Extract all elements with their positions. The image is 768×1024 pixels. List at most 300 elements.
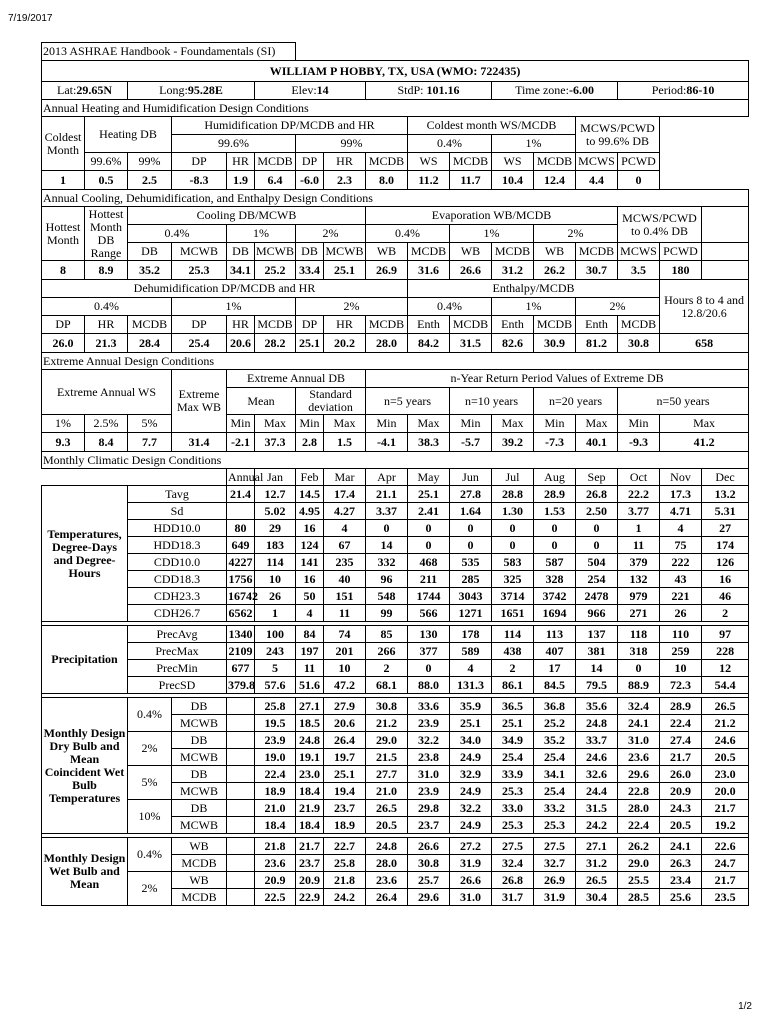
cooling-value: 180 xyxy=(660,261,702,280)
monthly-value: 28.0 xyxy=(618,800,660,817)
n5-header: n=5 years xyxy=(366,388,450,415)
monthly-value: 46 xyxy=(702,588,749,605)
precipitation-group-label: Precipitation xyxy=(42,626,128,694)
monthly-value: 20.6 xyxy=(324,715,366,732)
monthly-value: 325 xyxy=(492,571,534,588)
annual-blank xyxy=(227,855,255,872)
monthly-value: 29.0 xyxy=(618,855,660,872)
cooling-subheader: MCWS xyxy=(618,243,660,261)
cooling-value: 35.2 xyxy=(128,261,172,280)
monthly-value: 22.6 xyxy=(702,838,749,855)
precip_rows-row xyxy=(42,660,749,677)
monthly-value: 25.1 xyxy=(408,486,450,503)
monthly-value: 4.71 xyxy=(660,503,702,520)
dehum-subheader: HR xyxy=(227,316,255,334)
pct-99: 99% xyxy=(296,135,408,153)
monthly-value: 26.8 xyxy=(576,486,618,503)
monthly-value: 3.77 xyxy=(618,503,660,520)
monthly-value: 24.1 xyxy=(660,838,702,855)
meta-row xyxy=(42,82,749,100)
annual-blank xyxy=(227,817,255,834)
row-label: CDH23.3 xyxy=(128,588,227,605)
source-blank xyxy=(296,43,749,61)
row-label: DB xyxy=(172,732,227,749)
dehum-value: 26.0 xyxy=(42,334,85,353)
monthly-value: 21.8 xyxy=(324,872,366,889)
monthly-value: 32.4 xyxy=(618,698,660,715)
monthly-value: 377 xyxy=(408,643,450,660)
monthly-value: 31.9 xyxy=(450,855,492,872)
monthly-section-title: Monthly Climatic Design Conditions xyxy=(42,452,749,469)
extreme-value: -4.1 xyxy=(366,433,408,452)
extreme-subheader: Max xyxy=(255,415,296,433)
extreme-value: -7.3 xyxy=(534,433,576,452)
monthly-value: 20.0 xyxy=(702,783,749,800)
drybulb-row xyxy=(42,800,749,817)
dehum-subheader: Enth xyxy=(492,316,534,334)
dehum-subheader: MCDB xyxy=(255,316,296,334)
monthly-value: 2478 xyxy=(576,588,618,605)
monthly-value: 22.7 xyxy=(324,838,366,855)
monthly-value: 26.8 xyxy=(492,872,534,889)
monthly-value: 68.1 xyxy=(366,677,408,694)
extreme-value: 39.2 xyxy=(492,433,534,452)
row-label: MCDB xyxy=(172,855,227,872)
cooling-value: 25.1 xyxy=(324,261,366,280)
monthly-value: 32.6 xyxy=(576,766,618,783)
monthly-value: 28.0 xyxy=(366,855,408,872)
monthly-value: 26.9 xyxy=(534,872,576,889)
monthly-value: 183 xyxy=(255,537,296,554)
monthly-value: 6562 xyxy=(228,605,253,620)
month-column-header: Aug xyxy=(534,469,576,486)
monthly-value: 197 xyxy=(296,643,324,660)
cooling-db-header: Cooling DB/MCWB xyxy=(128,207,366,225)
cooling-subheader: DB xyxy=(296,243,324,261)
enth-pct-04: 0.4% xyxy=(408,298,492,316)
monthly-value: 26 xyxy=(255,588,296,605)
monthly-value: 16742 xyxy=(228,588,258,603)
monthly-value: 11 xyxy=(324,605,366,622)
monthly-value: 271 xyxy=(618,605,660,622)
monthly-value: 1651 xyxy=(492,605,534,622)
row-label: MCWB xyxy=(172,749,227,766)
monthly-value: 1744 xyxy=(408,588,450,605)
monthly-value: 23.0 xyxy=(296,766,324,783)
monthly-value: 381 xyxy=(576,643,618,660)
monthly-value: 10 xyxy=(255,571,296,588)
monthly-value: 31.0 xyxy=(618,732,660,749)
month-column-header: Feb xyxy=(296,469,324,486)
monthly-value: 19.5 xyxy=(255,715,296,732)
cooling-subheader: MCWB xyxy=(255,243,296,261)
time-zone-label: Time zone: xyxy=(515,83,569,97)
monthly-value: 3742 xyxy=(534,588,576,605)
monthly-value: 22.9 xyxy=(296,889,324,906)
monthly-value: 25.8 xyxy=(255,698,296,715)
monthly-value: 5 xyxy=(255,660,296,677)
row-label: DB xyxy=(172,766,227,783)
cooling-head-1 xyxy=(42,207,749,225)
extreme-section-title: Extreme Annual Design Conditions xyxy=(42,353,749,370)
elevation xyxy=(255,82,366,100)
extreme-subheader: Min xyxy=(296,415,324,433)
heating-value: 10.4 xyxy=(492,171,534,190)
monthly-value: 21.2 xyxy=(702,715,749,732)
monthly-value: 20.5 xyxy=(702,749,749,766)
monthly-value: 137 xyxy=(576,626,618,643)
monthly-value: 29.0 xyxy=(366,732,408,749)
monthly-value: 27.4 xyxy=(660,732,702,749)
monthly-value: 26.4 xyxy=(366,889,408,906)
cooling-value: 31.2 xyxy=(492,261,534,280)
monthly-value: 0 xyxy=(450,537,492,554)
temp_rows-row xyxy=(42,503,749,520)
elevation-label: Elev: xyxy=(291,83,317,97)
monthly-value: 12 xyxy=(702,660,749,677)
month-column-header: Apr xyxy=(366,469,408,486)
percentile-label: 2% xyxy=(128,732,172,766)
print-date: 7/19/2017 xyxy=(8,13,53,24)
monthly-value: 21.0 xyxy=(255,800,296,817)
extreme-subheader: 2.5% xyxy=(85,415,128,433)
monthly-value: 0 xyxy=(408,537,450,554)
monthly-value: 4.27 xyxy=(324,503,366,520)
dehum-value: 20.2 xyxy=(324,334,366,353)
monthly-value: 29.8 xyxy=(408,800,450,817)
monthly-value: 26.3 xyxy=(660,855,702,872)
monthly-value: 677 xyxy=(227,660,255,677)
monthly-value: 0 xyxy=(576,520,618,537)
monthly-value: 25.3 xyxy=(534,817,576,834)
extreme-value: 8.4 xyxy=(85,433,128,452)
percentile-label: 0.4% xyxy=(128,838,172,872)
monthly-value: 2109 xyxy=(228,643,253,658)
monthly-value: 20.9 xyxy=(660,783,702,800)
standard-pressure-label: StdP: xyxy=(397,83,427,97)
monthly-value: 468 xyxy=(408,554,450,571)
monthly-value: 23.6 xyxy=(255,855,296,872)
heating-head-1 xyxy=(42,117,749,135)
mcws-pcwd-04-header: MCWS/PCWD to 0.4% DB xyxy=(618,207,702,243)
monthly-value: 22.4 xyxy=(660,715,702,732)
cooling-subheader: DB xyxy=(128,243,172,261)
monthly-value: 259 xyxy=(660,643,702,660)
monthly-value: 25.4 xyxy=(492,749,534,766)
evap-pct-04: 0.4% xyxy=(366,225,450,243)
monthly-value: 131.3 xyxy=(450,677,492,694)
cooling-head-3 xyxy=(42,243,749,261)
monthly-value: 23.7 xyxy=(296,855,324,872)
monthly-value: 22.4 xyxy=(255,766,296,783)
monthly-value: 19.1 xyxy=(296,749,324,766)
drybulb-row xyxy=(42,698,749,715)
extreme-subheader: Min xyxy=(618,415,660,433)
cooling-value: 25.3 xyxy=(172,261,227,280)
monthly-value: 30.8 xyxy=(366,698,408,715)
monthly-value: 1271 xyxy=(450,605,492,622)
dehum-value: 28.2 xyxy=(255,334,296,353)
annual-blank xyxy=(227,715,255,732)
longitude-label: Long: xyxy=(159,83,188,97)
extreme-value: 9.3 xyxy=(42,433,85,452)
monthly-value: 10 xyxy=(324,660,366,677)
row-label: Sd xyxy=(128,503,227,520)
monthly-value: 36.5 xyxy=(492,698,534,715)
dehum-value: 20.6 xyxy=(227,334,255,353)
monthly-value: 26.2 xyxy=(618,838,660,855)
temp_rows-row xyxy=(42,571,749,588)
monthly-value: 22.5 xyxy=(255,889,296,906)
month-column-header: Sep xyxy=(576,469,618,486)
monthly-value: 72.3 xyxy=(660,677,702,694)
monthly-value: 0 xyxy=(492,520,534,537)
cooling-section-title: Annual Cooling, Dehumidification, and Enthalpy Design Conditions xyxy=(42,190,749,207)
monthly-value: 221 xyxy=(660,588,702,605)
monthly-value: 74 xyxy=(324,626,366,643)
monthly-value: 266 xyxy=(366,643,408,660)
monthly-value: 21.0 xyxy=(366,783,408,800)
cooling-subheader: MCDB xyxy=(576,243,618,261)
monthly-value: 25.1 xyxy=(492,715,534,732)
temp_rows-row xyxy=(42,537,749,554)
cooling-subheader: WB xyxy=(366,243,408,261)
heating-subheader: 99.6% xyxy=(85,153,128,171)
monthly-value: 31.7 xyxy=(492,889,534,906)
monthly-value: 21.4 xyxy=(227,486,255,503)
heating-subheader: MCDB xyxy=(366,153,408,171)
monthly-value: 548 xyxy=(366,588,408,605)
monthly-value: 0 xyxy=(408,660,450,677)
heating-value: 11.7 xyxy=(450,171,492,190)
monthly-value: 30.8 xyxy=(408,855,450,872)
monthly-value: 2 xyxy=(492,660,534,677)
monthly-value: 0 xyxy=(618,660,660,677)
monthly-value: 504 xyxy=(576,554,618,571)
drybulb-row xyxy=(42,732,749,749)
monthly-value: 178 xyxy=(450,626,492,643)
percentile-label: 0.4% xyxy=(128,698,172,732)
dehum-value: 81.2 xyxy=(576,334,618,353)
extreme-head-1 xyxy=(42,370,749,388)
monthly-value: 35.9 xyxy=(450,698,492,715)
precip_rows-row xyxy=(42,643,749,660)
heating-values-row xyxy=(42,171,749,190)
monthly-value: 19.2 xyxy=(702,817,749,834)
source-row xyxy=(42,43,749,61)
heating-subheader: PCWD xyxy=(618,153,660,171)
month-column-header: Mar xyxy=(324,469,366,486)
temp_rows-row xyxy=(42,486,749,503)
cooling-value: 26.6 xyxy=(450,261,492,280)
monthly-value: 124 xyxy=(296,537,324,554)
monthly-value: 0 xyxy=(450,520,492,537)
monthly-value: 36.8 xyxy=(534,698,576,715)
annual-blank xyxy=(227,766,255,783)
monthly-value: 1756 xyxy=(228,571,253,586)
monthly-value: 10 xyxy=(660,660,702,677)
heating-value: -8.3 xyxy=(172,171,227,190)
monthly-value: 0 xyxy=(366,520,408,537)
evap-pct-2: 2% xyxy=(534,225,618,243)
monthly-value: 5.02 xyxy=(255,503,296,520)
n20-header: n=20 years xyxy=(534,388,618,415)
dehum-value: 31.5 xyxy=(450,334,492,353)
annual-blank xyxy=(227,889,255,906)
row-label: DB xyxy=(172,800,227,817)
monthly-value: 34.9 xyxy=(492,732,534,749)
monthly-value: 21.7 xyxy=(296,838,324,855)
monthly-value: 27.7 xyxy=(366,766,408,783)
monthly-value: 379.8 xyxy=(228,677,255,692)
row-label: MCWB xyxy=(172,715,227,732)
longitude-value: 95.28E xyxy=(187,83,223,97)
monthly-value: 27.1 xyxy=(296,698,324,715)
row-label: WB xyxy=(172,872,227,889)
period xyxy=(618,82,749,100)
monthly-value: 84.5 xyxy=(534,677,576,694)
heating-subheader: DP xyxy=(172,153,227,171)
dehum-value: 28.4 xyxy=(128,334,172,353)
dehum-subheader: HR xyxy=(324,316,366,334)
monthly-value: 33.9 xyxy=(492,766,534,783)
monthly-value: 33.2 xyxy=(534,800,576,817)
monthly-value: 2.50 xyxy=(576,503,618,520)
n-year-header: n-Year Return Period Values of Extreme DB xyxy=(366,370,749,388)
monthly-value: 4 xyxy=(324,520,366,537)
dehum-pct-1: 1% xyxy=(172,298,296,316)
cooling-value: 31.6 xyxy=(408,261,450,280)
monthly-value: 14 xyxy=(576,660,618,677)
month-column-header: Nov xyxy=(660,469,702,486)
monthly-value: 75 xyxy=(660,537,702,554)
monthly-value: 24.3 xyxy=(660,800,702,817)
monthly-value: 23.5 xyxy=(702,889,749,906)
monthly-value: 118 xyxy=(618,626,660,643)
n10-header: n=10 years xyxy=(450,388,534,415)
monthly-value: 25.7 xyxy=(408,872,450,889)
monthly-value: 34.0 xyxy=(450,732,492,749)
monthly-value: 4 xyxy=(660,520,702,537)
monthly-value: 25.4 xyxy=(534,749,576,766)
monthly-value: 40 xyxy=(324,571,366,588)
monthly-value: 0 xyxy=(408,520,450,537)
extreme-value: 1.5 xyxy=(324,433,366,452)
monthly-value: 113 xyxy=(534,626,576,643)
cooling-values-row xyxy=(42,261,749,280)
period-label: Period: xyxy=(651,83,687,97)
climate-design-sheet xyxy=(41,42,745,906)
monthly-value: 18.5 xyxy=(296,715,324,732)
heating-value: 4.4 xyxy=(576,171,618,190)
monthly-value: 28.9 xyxy=(660,698,702,715)
heating-value: 0.5 xyxy=(85,171,128,190)
extreme-values-row xyxy=(42,433,749,452)
monthly-value: 13.2 xyxy=(702,486,749,503)
annual-blank xyxy=(227,698,255,715)
pct-1: 1% xyxy=(492,135,576,153)
monthly-value: 132 xyxy=(618,571,660,588)
extreme-subheader: Max xyxy=(492,415,534,433)
extreme-subheader: Max xyxy=(408,415,450,433)
heating-subheader: HR xyxy=(324,153,366,171)
temp_rows-row xyxy=(42,554,749,571)
monthly-value: 243 xyxy=(255,643,296,660)
heating-value: 12.4 xyxy=(534,171,576,190)
monthly-value: 114 xyxy=(255,554,296,571)
heating-subheader: MCWS xyxy=(576,153,618,171)
coldest-month-header: Coldest Month xyxy=(42,117,85,171)
monthly-head-blank xyxy=(42,469,227,486)
row-label: PrecAvg xyxy=(128,626,227,643)
extreme-value: 40.1 xyxy=(576,433,618,452)
monthly-value: 24.8 xyxy=(576,715,618,732)
heating-value: 1.9 xyxy=(227,171,255,190)
heating-value: -6.0 xyxy=(296,171,324,190)
monthly-value: 17.3 xyxy=(660,486,702,503)
row-label: PrecMin xyxy=(128,660,227,677)
monthly-value: 23.6 xyxy=(618,749,660,766)
monthly-value: 130 xyxy=(408,626,450,643)
extreme-value: -5.7 xyxy=(450,433,492,452)
monthly-value: 25.5 xyxy=(618,872,660,889)
monthly-value: 587 xyxy=(534,554,576,571)
dehum-subheader: Enth xyxy=(576,316,618,334)
monthly-value: 20.9 xyxy=(255,872,296,889)
standard-pressure-value: 101.16 xyxy=(426,83,460,97)
cooling-value: 25.2 xyxy=(255,261,296,280)
monthly-value: 332 xyxy=(366,554,408,571)
heating-value: 2.3 xyxy=(324,171,366,190)
dehum-subheader: MCDB xyxy=(534,316,576,334)
monthly-value: 100 xyxy=(255,626,296,643)
dehum-value: 25.1 xyxy=(296,334,324,353)
monthly-value: 27.5 xyxy=(492,838,534,855)
monthly-value: 26.5 xyxy=(366,800,408,817)
extreme-value: 41.2 xyxy=(660,433,749,452)
dehum-subheader: Enth xyxy=(408,316,450,334)
annual-blank xyxy=(227,783,255,800)
monthly-value: 88.9 xyxy=(618,677,660,694)
monthly-value: 566 xyxy=(408,605,450,622)
cooling-value: 30.7 xyxy=(576,261,618,280)
monthly-value: 31.5 xyxy=(576,800,618,817)
monthly-value: 50 xyxy=(296,588,324,605)
monthly-value: 32.2 xyxy=(408,732,450,749)
monthly-value: 3714 xyxy=(492,588,534,605)
monthly-value: 16 xyxy=(296,520,324,537)
n50-header: n=50 years xyxy=(618,388,749,415)
monthly-value: 84 xyxy=(296,626,324,643)
row-label: HDD18.3 xyxy=(128,537,227,554)
monthly-value: 54.4 xyxy=(702,677,749,694)
monthly-value: 11 xyxy=(296,660,324,677)
extreme-subheader: Min xyxy=(450,415,492,433)
monthly-value: 25.6 xyxy=(660,889,702,906)
latitude-label: Lat: xyxy=(57,83,77,97)
heating-value: 2.5 xyxy=(128,171,172,190)
monthly-value: 18.4 xyxy=(296,817,324,834)
extreme-subheader: Min xyxy=(534,415,576,433)
cooling-value-blank xyxy=(702,261,749,280)
month-column-header: Jul xyxy=(492,469,534,486)
dehum-value: 658 xyxy=(660,334,749,353)
pct-996: 99.6% xyxy=(172,135,296,153)
dehum-subheader: MCDB xyxy=(450,316,492,334)
source-title: 2013 ASHRAE Handbook - Foundamentals (SI) xyxy=(42,43,296,61)
monthly-value: 43 xyxy=(660,571,702,588)
extreme-subheader: Max xyxy=(660,415,749,433)
